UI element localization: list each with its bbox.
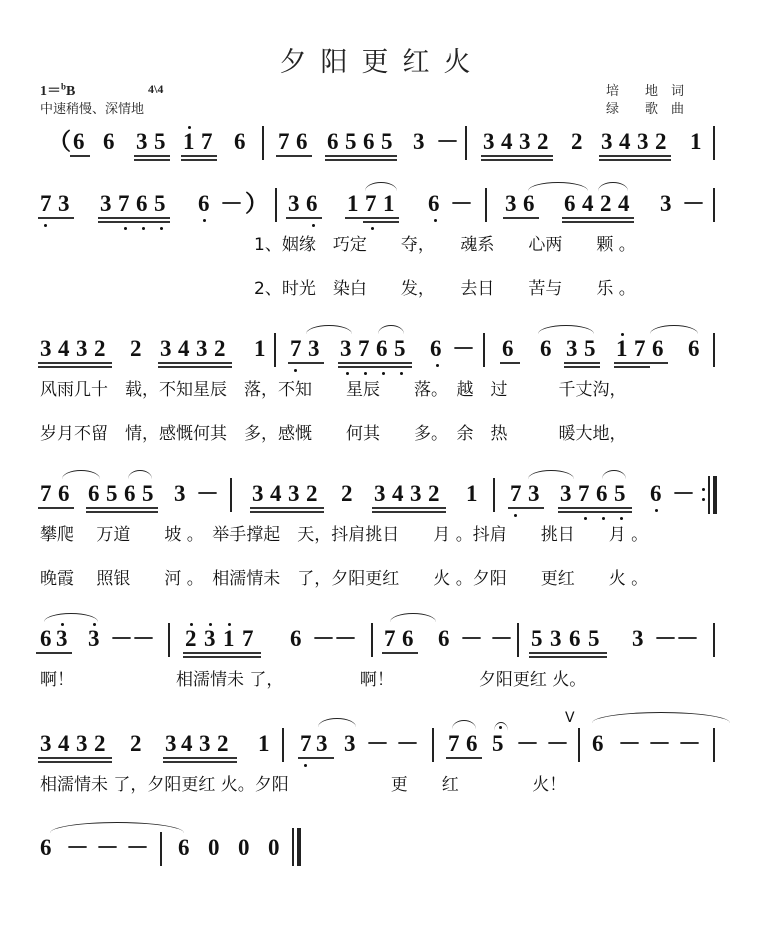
slur — [390, 613, 436, 622]
note: 3 — [316, 731, 328, 756]
dash-sustain: － — [618, 731, 641, 756]
tie — [592, 712, 730, 723]
note: 6 — [124, 481, 136, 506]
tempo-marking: 中速稍慢、深情地 — [40, 102, 145, 117]
barline — [485, 188, 487, 222]
note: 6 — [569, 626, 581, 651]
note: 6 — [306, 191, 318, 216]
note: 4 — [501, 129, 513, 154]
note: 1 — [383, 191, 395, 216]
score-row-2 — [0, 191, 764, 299]
note: 4 — [181, 731, 193, 756]
note: 7 — [358, 336, 370, 361]
note: 6 — [652, 336, 664, 361]
note: 6 — [40, 626, 52, 651]
note: 1 — [223, 626, 235, 651]
note: 2 — [341, 481, 353, 506]
note: 3 — [505, 191, 517, 216]
dash-sustain: － — [96, 835, 119, 860]
note: 6 — [430, 336, 442, 361]
dash-sustain: － — [672, 481, 695, 506]
note: 2 — [214, 336, 226, 361]
note: 3 — [308, 336, 320, 361]
note: 6 — [103, 129, 115, 154]
note: 4 — [58, 336, 70, 361]
note: 4 — [392, 481, 404, 506]
note: 3 — [56, 626, 68, 651]
dash-sustain: － — [220, 191, 243, 216]
note: 5 — [531, 626, 543, 651]
note: 3 — [519, 129, 531, 154]
lyric-line-1: 啊！ 相濡情未 了， 啊！ 夕阳更红 火。 — [40, 670, 587, 690]
note: 3 — [660, 191, 672, 216]
note: 6 — [363, 129, 375, 154]
barline — [483, 333, 485, 367]
note: 6 — [376, 336, 388, 361]
barline — [274, 333, 276, 367]
note: 5 — [142, 481, 154, 506]
note: 3 — [413, 129, 425, 154]
note: 7 — [384, 626, 396, 651]
note: 1 — [183, 129, 195, 154]
note: 7 — [634, 336, 646, 361]
note: 0 — [208, 835, 220, 860]
lyric-line-2: 2、时光 染白 发， 去日 苦与 乐 。 — [254, 279, 636, 299]
note: 7 — [40, 481, 52, 506]
note: 1 — [258, 731, 270, 756]
note: 6 — [234, 129, 246, 154]
note: 1 — [347, 191, 359, 216]
note: 6 — [688, 336, 700, 361]
lyricist-credit: 培 地 词 — [606, 84, 685, 99]
dash-sustain: － — [396, 731, 419, 756]
score-row-3 — [0, 336, 764, 444]
note: 6 — [650, 481, 662, 506]
dash-sustain: － — [460, 626, 483, 651]
note: 3 — [528, 481, 540, 506]
dash-sustain: － — [132, 626, 155, 651]
note: 7 — [448, 731, 460, 756]
slur — [538, 325, 594, 334]
note: 1 — [466, 481, 478, 506]
barline — [262, 126, 264, 160]
score-row-1 — [0, 130, 764, 190]
barline — [371, 623, 373, 657]
note: 2 — [571, 129, 583, 154]
note: 4 — [58, 731, 70, 756]
note: 3 — [632, 626, 644, 651]
score-row-4 — [0, 481, 764, 589]
note: 7 — [510, 481, 522, 506]
lyric-line-1: 1、姻缘 巧定 夺， 魂系 心两 颗 。 — [254, 235, 636, 255]
score-row-5 — [0, 626, 764, 690]
note: 3 — [40, 336, 52, 361]
note: 5 — [106, 481, 118, 506]
note: 6 — [523, 191, 535, 216]
dash-sustain: － — [436, 129, 459, 154]
dash-sustain: － — [516, 731, 539, 756]
note: 5 — [584, 336, 596, 361]
note: ） — [245, 191, 268, 216]
note: 6 — [428, 191, 440, 216]
note: 7 — [118, 191, 130, 216]
note: 2 — [428, 481, 440, 506]
dash-sustain: － — [66, 835, 89, 860]
note: 2 — [130, 731, 142, 756]
barline — [713, 333, 715, 367]
dash-sustain: － — [196, 481, 219, 506]
lyric-line-1: 风雨几十 载，不知星辰 落，不知 星辰 落。 越 过 千丈沟， — [40, 380, 627, 400]
note: 5 — [492, 731, 504, 756]
dash-sustain: － — [334, 626, 357, 651]
note: 4 — [178, 336, 190, 361]
note: 3 — [204, 626, 216, 651]
lyric-line-2: 岁月不留 情，感慨何其 多，感慨 何其 多。 余 热 暖大地， — [40, 424, 627, 444]
note: 3 — [637, 129, 649, 154]
note: 6 — [40, 835, 52, 860]
repeat-dot — [702, 488, 705, 491]
dash-sustain: － — [450, 191, 473, 216]
note: 6 — [178, 835, 190, 860]
note: 6 — [58, 481, 70, 506]
note: 3 — [374, 481, 386, 506]
note: 2 — [655, 129, 667, 154]
slur — [528, 470, 574, 479]
note: 7 — [40, 191, 52, 216]
repeat-dot — [702, 498, 705, 501]
key-signature — [40, 80, 75, 100]
slur — [62, 470, 100, 479]
dash-sustain: － — [312, 626, 335, 651]
dash-sustain: － — [654, 626, 677, 651]
barline — [578, 728, 580, 762]
barline — [230, 478, 232, 512]
slur — [44, 613, 98, 622]
slur — [650, 325, 698, 334]
note: 3 — [288, 191, 300, 216]
note: 6 — [502, 336, 514, 361]
note: 2 — [185, 626, 197, 651]
note: 6 — [296, 129, 308, 154]
note: 6 — [438, 626, 450, 651]
note: 3 — [76, 731, 88, 756]
note: 1 — [616, 336, 628, 361]
time-signature: 4\4 — [148, 82, 164, 96]
note: 4 — [270, 481, 282, 506]
dash-sustain: － — [682, 191, 705, 216]
dash-sustain: － — [546, 731, 569, 756]
note: 3 — [560, 481, 572, 506]
note: 5 — [394, 336, 406, 361]
dash-sustain: － — [366, 731, 389, 756]
score-row-7 — [0, 836, 764, 896]
tie — [50, 822, 184, 833]
note: 3 — [340, 336, 352, 361]
note: 3 — [100, 191, 112, 216]
dash-sustain: － — [676, 626, 699, 651]
note: 3 — [252, 481, 264, 506]
barline — [493, 478, 495, 512]
slur — [602, 470, 626, 479]
lyric-line-1: 相濡情未 了，夕阳更红 火。夕阳 更 红 火！ — [40, 775, 567, 795]
note: 2 — [94, 731, 106, 756]
barline — [713, 126, 715, 160]
note: 6 — [402, 626, 414, 651]
barline — [465, 126, 467, 160]
note: 3 — [601, 129, 613, 154]
slur — [452, 720, 476, 729]
note: 3 — [174, 481, 186, 506]
repeat-end-barline — [708, 476, 710, 514]
note: 2 — [217, 731, 229, 756]
note: 1 — [690, 129, 702, 154]
note: 6 — [540, 336, 552, 361]
dash-sustain: － — [648, 731, 671, 756]
barline — [517, 623, 519, 657]
note: 5 — [381, 129, 393, 154]
breath-mark-icon: V — [565, 710, 575, 726]
slur — [318, 718, 356, 727]
note: 3 — [483, 129, 495, 154]
note: 2 — [94, 336, 106, 361]
barline — [275, 188, 277, 222]
note: 7 — [278, 129, 290, 154]
note: 5 — [154, 191, 166, 216]
note: 2 — [600, 191, 612, 216]
note: 2 — [130, 336, 142, 361]
note: 6 — [73, 129, 85, 154]
note: 6 — [136, 191, 148, 216]
note: 1 — [254, 336, 266, 361]
note: 2 — [306, 481, 318, 506]
note: 6 — [466, 731, 478, 756]
note: 3 — [76, 336, 88, 361]
final-barline — [292, 828, 294, 866]
note: 5 — [345, 129, 357, 154]
note: 2 — [537, 129, 549, 154]
barline — [713, 623, 715, 657]
slur — [306, 325, 352, 334]
dash-sustain: － — [490, 626, 513, 651]
note: 7 — [365, 191, 377, 216]
barline — [713, 188, 715, 222]
note: 3 — [88, 626, 100, 651]
barline — [432, 728, 434, 762]
note: 7 — [290, 336, 302, 361]
dash-sustain: － — [678, 731, 701, 756]
lyric-line-1: 攀爬 万道 坡 。 举手撑起 天，抖肩挑日 月 。抖肩 挑日 月 。 — [40, 525, 649, 545]
slur — [378, 325, 404, 334]
note: 3 — [160, 336, 172, 361]
note: 6 — [564, 191, 576, 216]
key-note: B — [66, 84, 76, 99]
song-title: 夕阳更红火 — [279, 47, 485, 78]
barline — [168, 623, 170, 657]
note: 3 — [136, 129, 148, 154]
note: 3 — [344, 731, 356, 756]
note: 7 — [242, 626, 254, 651]
note: 3 — [58, 191, 70, 216]
barline — [713, 728, 715, 762]
note: 4 — [582, 191, 594, 216]
note: 4 — [618, 191, 630, 216]
note: 0 — [268, 835, 280, 860]
flat-sign: b — [61, 81, 67, 92]
barline — [282, 728, 284, 762]
note: 7 — [201, 129, 213, 154]
note: 7 — [300, 731, 312, 756]
note: 3 — [199, 731, 211, 756]
note: 6 — [596, 481, 608, 506]
note: 6 — [592, 731, 604, 756]
note: 5 — [154, 129, 166, 154]
lyric-line-2: 晚霞 照银 河 。 相濡情未 了，夕阳更红 火 。夕阳 更红 火 。 — [40, 569, 649, 589]
note: 6 — [327, 129, 339, 154]
note: （ — [48, 129, 71, 154]
dash-sustain: － — [452, 336, 475, 361]
key-prefix: 1＝ — [40, 84, 61, 99]
note: 3 — [566, 336, 578, 361]
note: 6 — [290, 626, 302, 651]
composer-credit: 绿 歌 曲 — [606, 102, 685, 117]
slur — [128, 470, 152, 479]
note: 3 — [196, 336, 208, 361]
note: 3 — [40, 731, 52, 756]
dash-sustain: － — [110, 626, 133, 651]
dash-sustain: － — [126, 835, 149, 860]
note: 7 — [578, 481, 590, 506]
note: 6 — [88, 481, 100, 506]
note: 3 — [288, 481, 300, 506]
note: 3 — [550, 626, 562, 651]
note: 6 — [198, 191, 210, 216]
score-row-6 — [0, 710, 764, 795]
note: 3 — [410, 481, 422, 506]
note: 4 — [619, 129, 631, 154]
note: 5 — [588, 626, 600, 651]
note: 5 — [614, 481, 626, 506]
barline — [160, 832, 162, 866]
note: 3 — [165, 731, 177, 756]
note: 0 — [238, 835, 250, 860]
